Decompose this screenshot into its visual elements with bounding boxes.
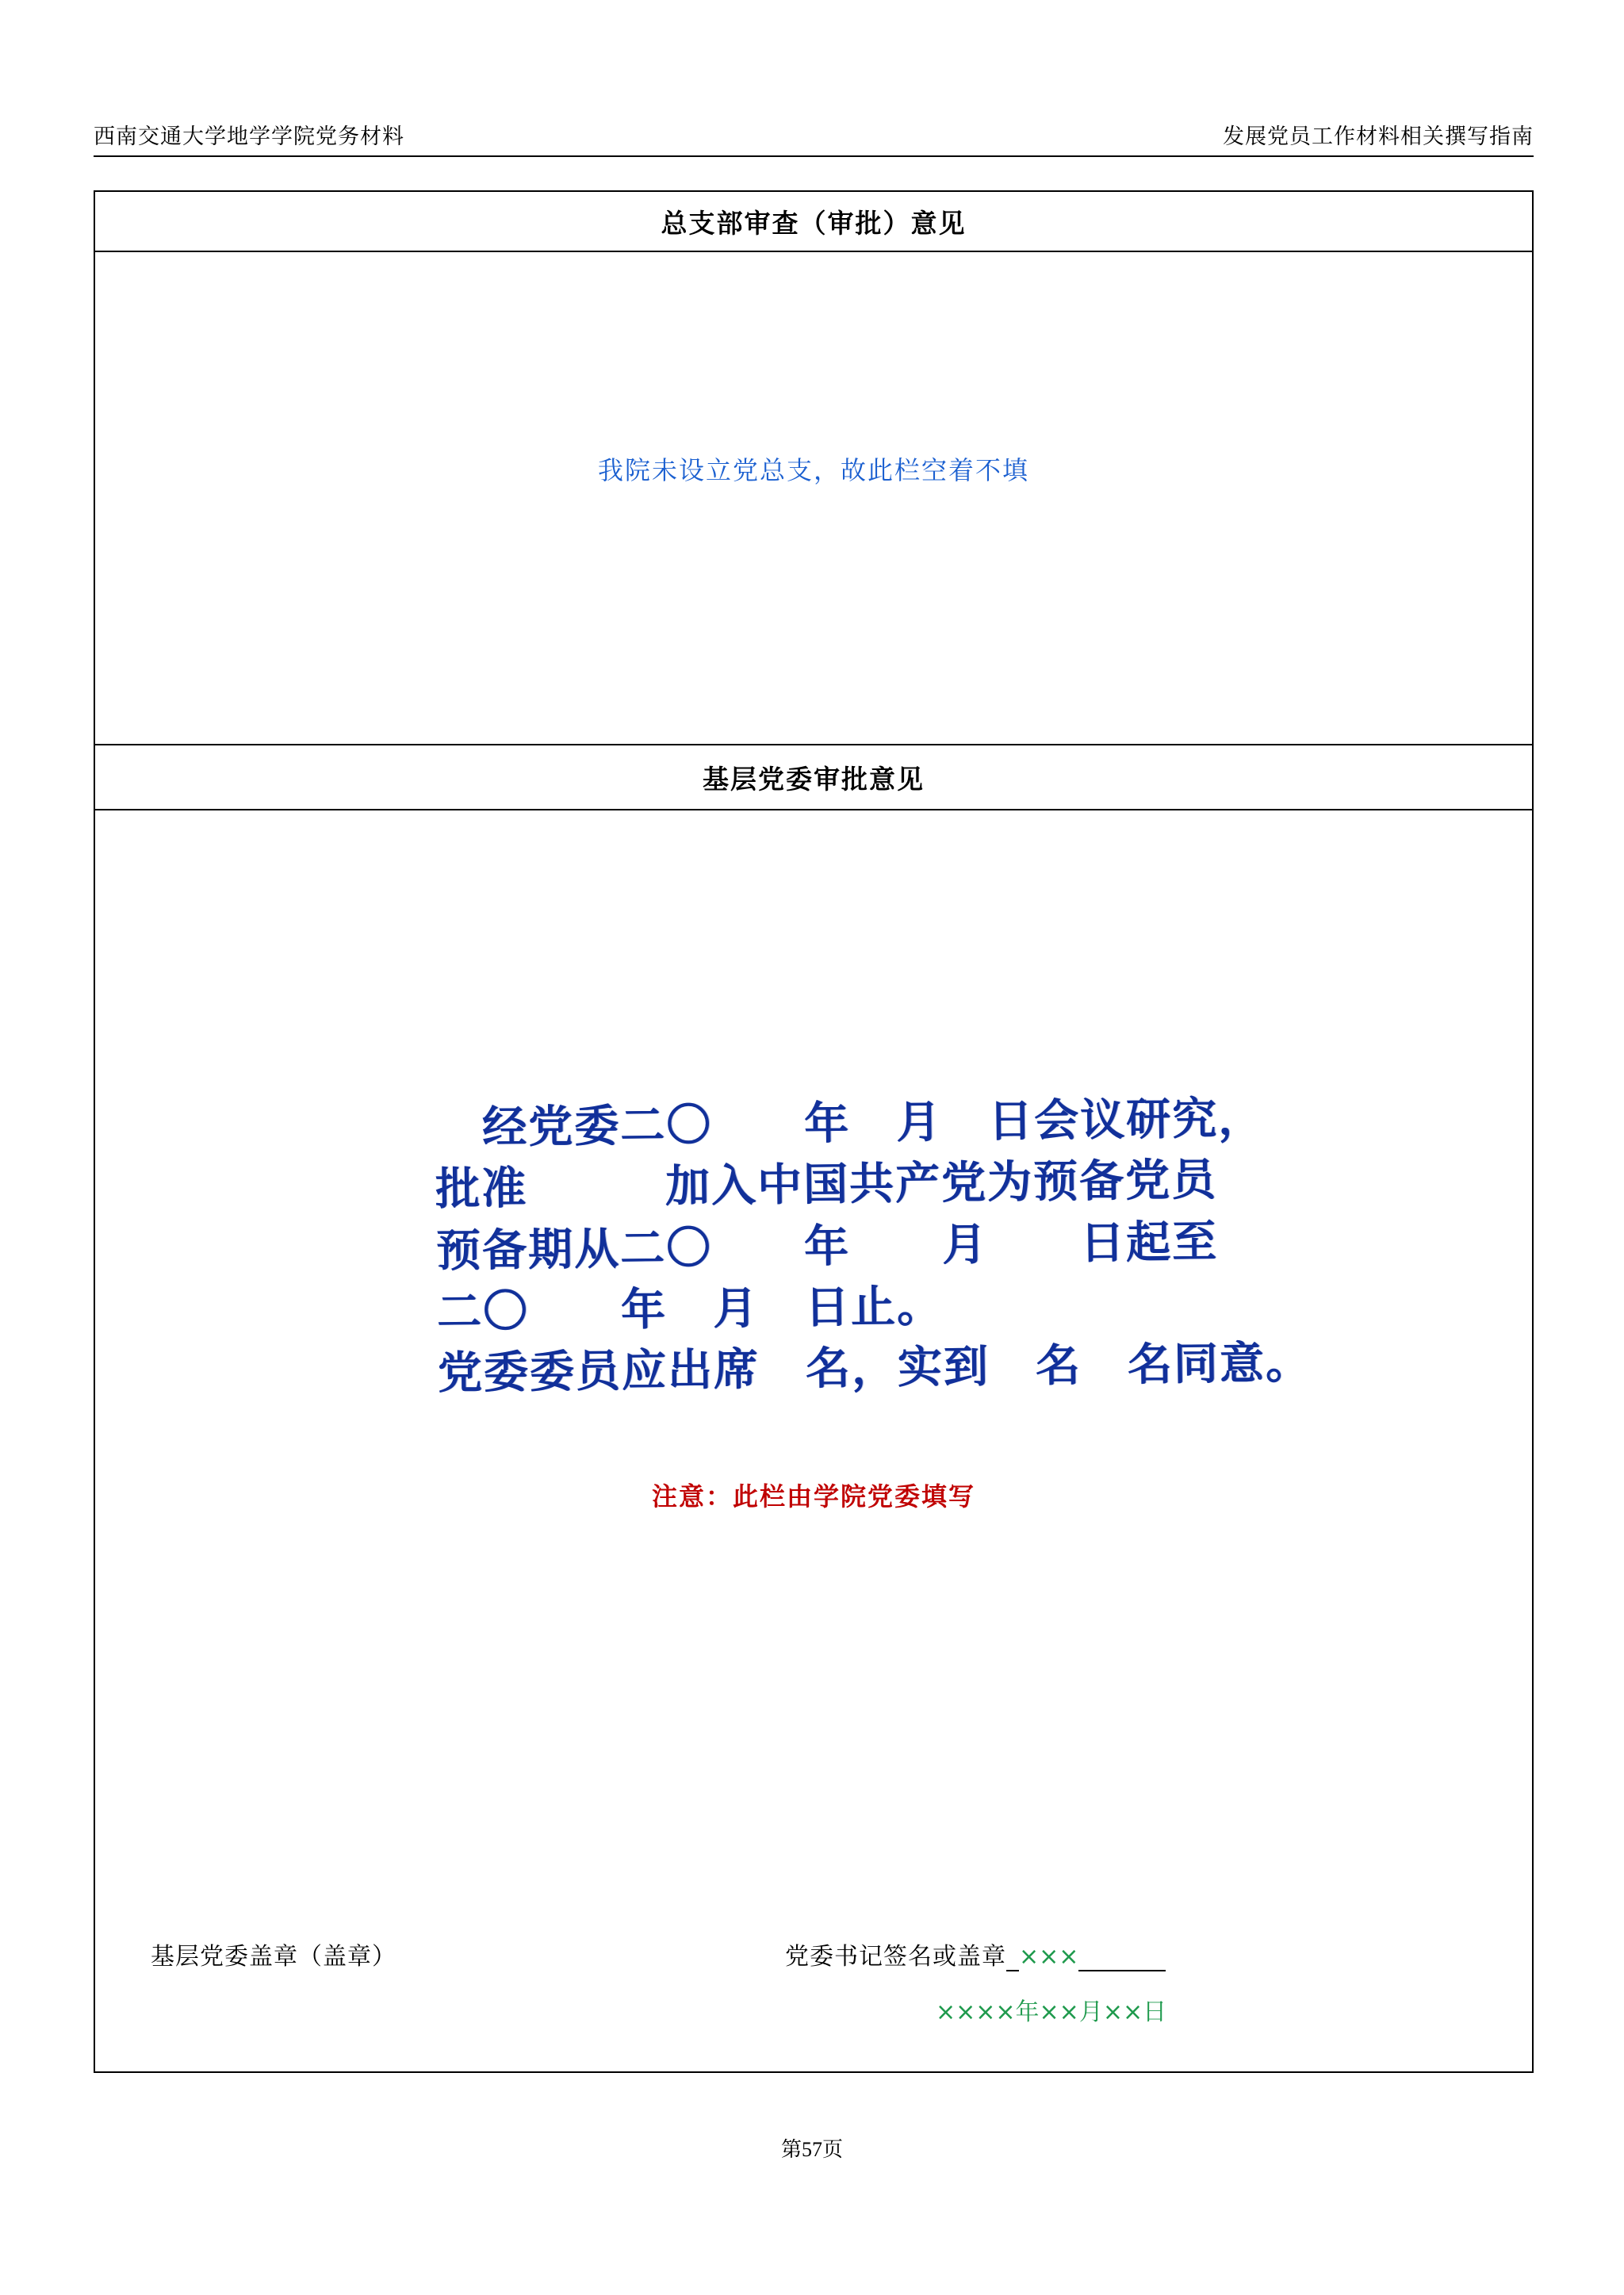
party-committee-approval-body (95, 810, 1532, 2071)
branch-review-title: 总支部审查（审批）意见 (95, 192, 1532, 252)
approval-opinions-table (94, 190, 1534, 2073)
signature-underline-right (1078, 1949, 1166, 1971)
page-number: 第57页 (780, 2138, 843, 2161)
approval-red-note: 注意：此栏由学院党委填写 (651, 1482, 975, 1511)
stamp-line-2: 批准 加入中国共产党为预备党员 (435, 1154, 1218, 1216)
stamp-line-4: 二〇 年 月 日止。 (436, 1280, 944, 1339)
secretary-signature-line (785, 1937, 1166, 1971)
secretary-signature-label: 党委书记签名或盖章 (785, 1944, 1006, 1970)
approval-date-value: ××××年××月××日 (936, 1998, 1167, 2026)
stamp-line-1: 经党委二〇 年 月 日会议研究， (481, 1092, 1265, 1154)
party-committee-approval-title: 基层党委审批意见 (95, 745, 1532, 810)
secretary-signature-value: ××× (1019, 1943, 1079, 1971)
branch-review-blue-note: 我院未设立党总支，故此栏空着不填 (597, 456, 1029, 485)
signature-underline-left (1006, 1949, 1019, 1971)
header-left-text: 西南交通大学地学学院党务材料 (94, 125, 404, 148)
header-right-text: 发展党员工作材料相关撰写指南 (1223, 125, 1534, 148)
branch-review-body (95, 252, 1532, 745)
stamp-line-3: 预备期从二〇 年 月 日起至 (435, 1216, 1219, 1278)
committee-seal-label: 基层党委盖章（盖章） (151, 1944, 396, 1970)
header-divider (94, 155, 1534, 157)
approval-stamp-text (435, 1086, 1430, 1404)
stamp-line-5: 党委委员应出席 名，实到 名 名同意。 (437, 1337, 1312, 1400)
page-header (94, 119, 1534, 150)
